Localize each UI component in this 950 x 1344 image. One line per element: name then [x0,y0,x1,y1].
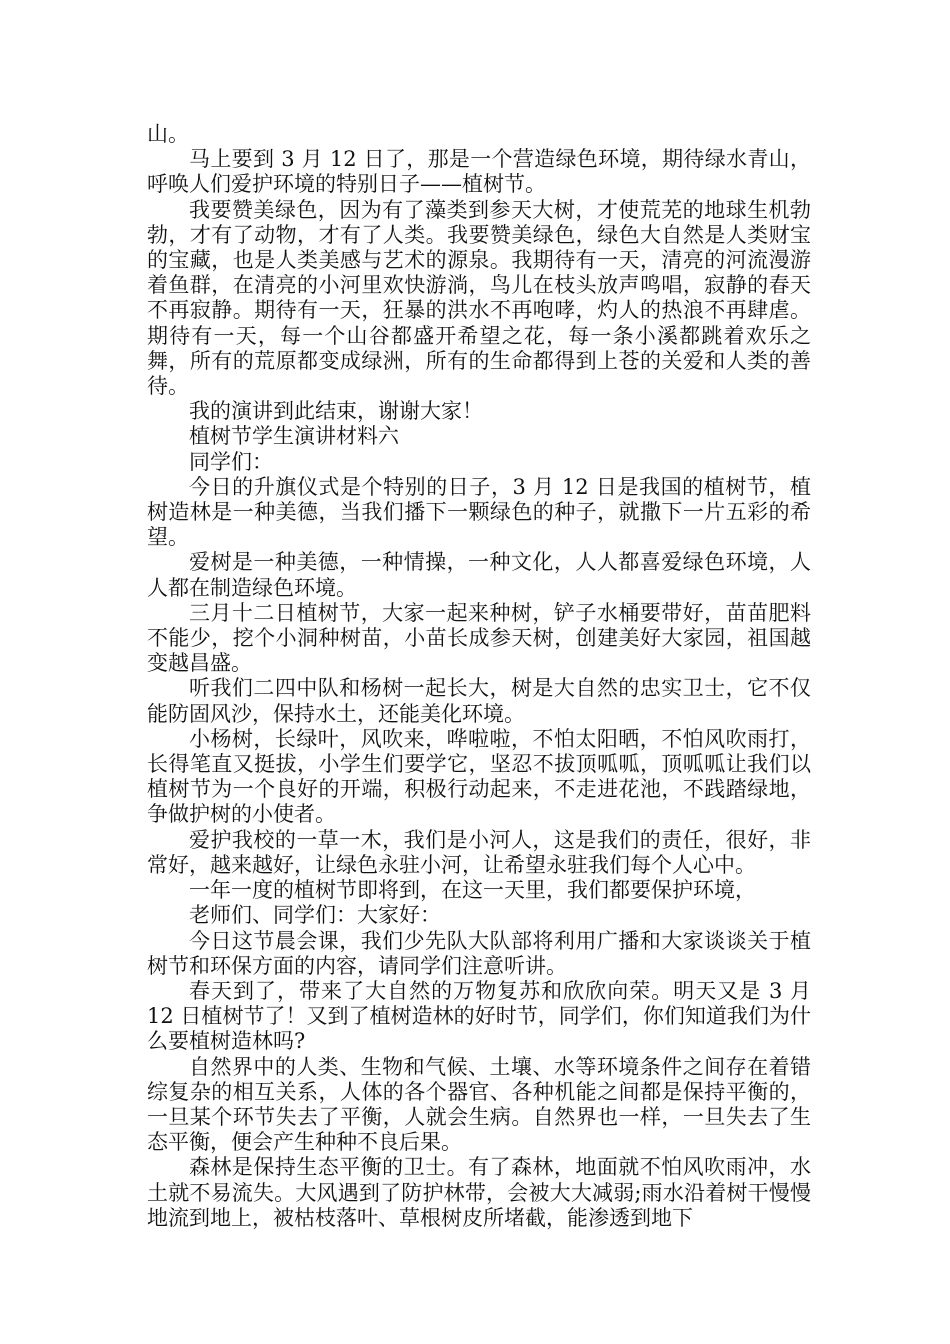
salutation: 同学们： [189,449,273,474]
paragraph: 三月十二日植树节，大家一起来种树，铲子水桶要带好，苗苗肥料不能少，挖个小洞种树苗，小苗长成参天树，创建美好大家园，祖国越变越昌盛。 [147,600,811,676]
paragraph: 山。 [147,122,189,146]
paragraph: 我的演讲到此结束，谢谢大家！ [189,399,483,424]
paragraph: 春天到了，带来了大自然的万物复苏和欣欣向荣。明天又是 3 月 12 日植树节了！又到了植树造林的好时节，同学们，你们知道我们为什么要植树造林吗? [147,978,811,1054]
paragraph: 自然界中的人类、生物和气候、土壤、水等环境条件之间存在着错综复杂的相互关系，人体的各个器官、各种机能之间都是保持平衡的，一旦某个环节失去了平衡，人就会生病。自然界也一样，一旦失去了生态平衡，便会产生种种不良后果。 [147,1054,811,1155]
paragraph: 森林是保持生态平衡的卫士。有了森林，地面就不怕风吹雨冲，水土就不易流失。大风遇到了防护林带，会被大大减弱;雨水沿着树干慢慢地流到地上，被枯枝落叶、草根树皮所堵截，能渗透到地下 [147,1155,811,1230]
paragraph: 小杨树，长绿叶，风吹来，哗啦啦，不怕太阳晒，不怕风吹雨打，长得笔直又挺拔，小学生们要学它，坚忍不拔顶呱呱，顶呱呱让我们以植树节为一个良好的开端，积极行动起来，不走进花池，不践踏绿地，争做护树的小使者。 [147,726,811,827]
section-heading: 植树节学生演讲材料六 [189,424,399,449]
paragraph: 听我们二四中队和杨树一起长大，树是大自然的忠实卫士，它不仅能防固风沙，保持水土，还能美化环境。 [147,676,811,726]
paragraph: 一年一度的植树节即将到，在这一天里，我们都要保护环境， [189,878,756,903]
paragraph: 今日这节晨会课，我们少先队大队部将利用广播和大家谈谈关于植树节和环保方面的内容，请同学们注意听讲。 [147,928,811,978]
paragraph: 马上要到 3 月 12 日了，那是一个营造绿色环境，期待绿水青山，呼唤人们爱护环境的特别日子——植树节。 [147,147,811,197]
paragraph: 爱护我校的一草一木，我们是小河人，这是我们的责任，很好，非常好，越来越好，让绿色永驻小河，让希望永驻我们每个人心中。 [147,827,811,877]
salutation: 老师们、同学们：大家好： [189,903,441,928]
paragraph: 爱树是一种美德，一种情操，一种文化，人人都喜爱绿色环境，人人都在制造绿色环境。 [147,550,811,600]
paragraph: 我要赞美绿色，因为有了藻类到参天大树，才使荒芜的地球生机勃勃，才有了动物，才有了人类。我要赞美绿色，绿色大自然是人类财宝的宝藏，也是人类美感与艺术的源泉。我期待有一天，清亮的河流漫游着鱼群，在清亮的小河里欢快游淌，鸟儿在枝头放声鸣唱，寂静的春天不再寂静。期待有一天，狂暴的洪水不再咆哮，灼人的热浪不再肆虐。期待有一天，每一个山谷都盛开希望之花，每一条小溪都跳着欢乐之舞，所有的荒原都变成绿洲，所有的生命都得到上苍的关爱和人类的善待。 [147,197,811,399]
paragraph: 今日的升旗仪式是个特别的日子，3 月 12 日是我国的植树节，植树造林是一种美德，当我们播下一颗绿色的种子，就撒下一片五彩的希望。 [147,474,811,550]
document-body [147,122,811,1231]
